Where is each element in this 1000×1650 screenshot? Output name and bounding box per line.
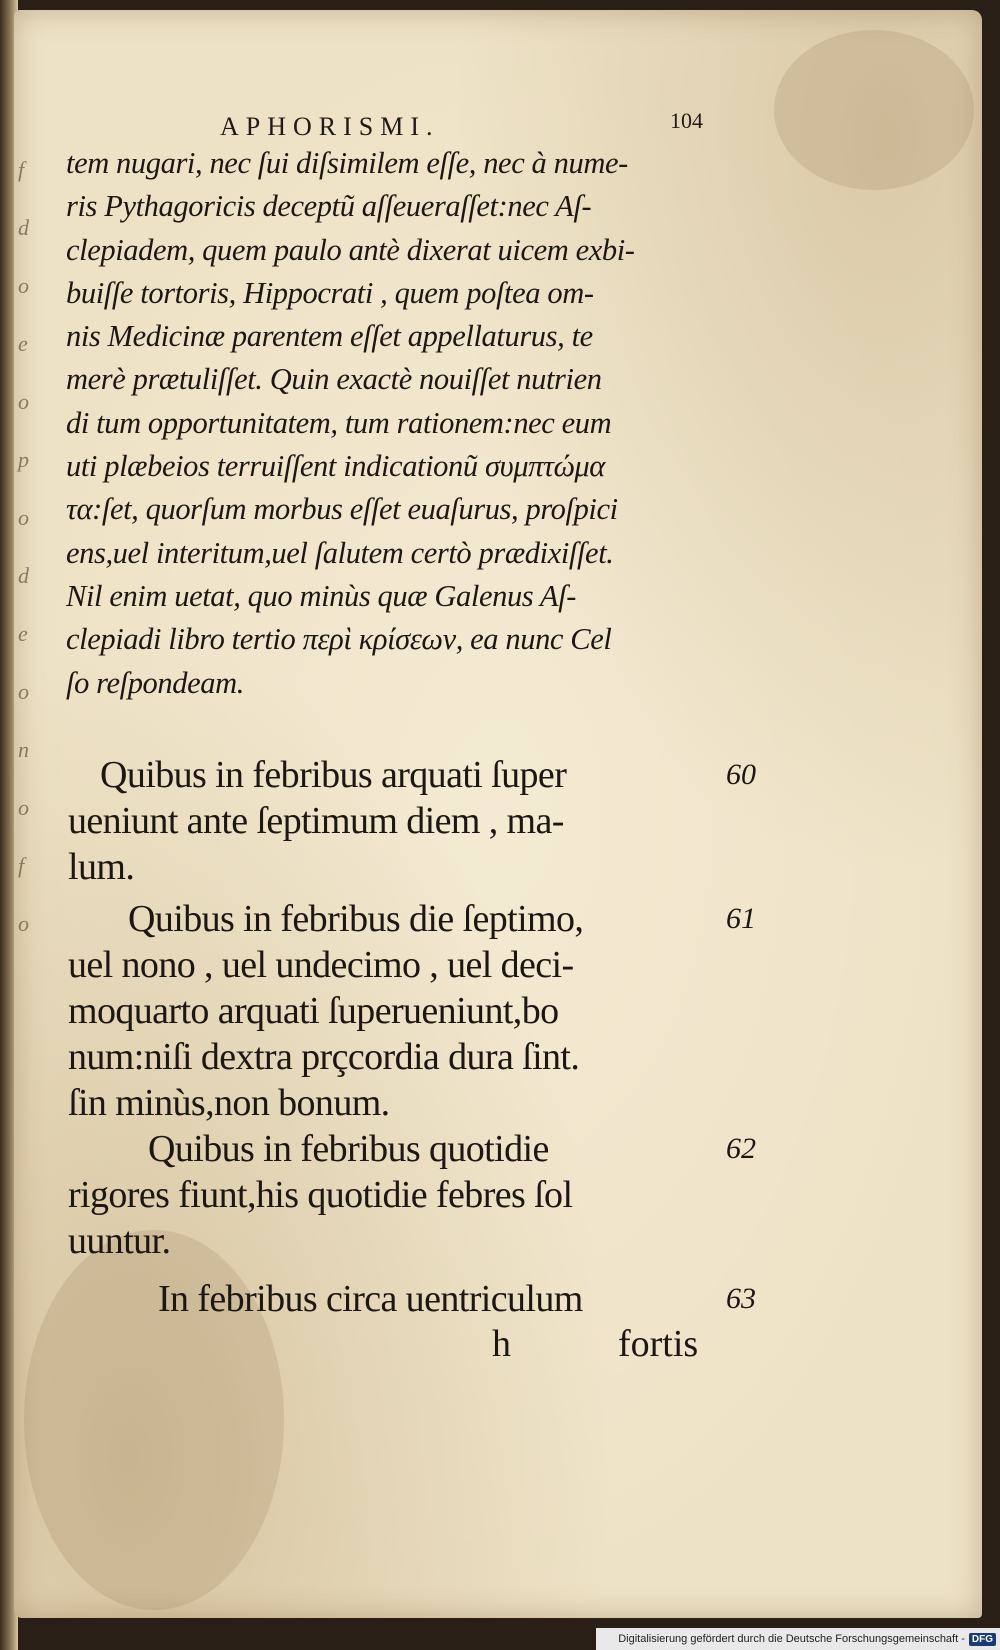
aphorism-number: 63 <box>726 1282 756 1315</box>
commentary-line: clepiadem, quem paulo antè dixerat uicem exbi- <box>66 232 635 267</box>
footer-text: Digitalisierung gefördert durch die Deutsche Forschungsgemeinschaft - <box>618 1633 965 1645</box>
bleed-letter: p <box>18 447 29 472</box>
aphorism-line: moquarto arquati ſuperueniunt,bo <box>68 990 559 1032</box>
bleed-letter: n <box>18 737 29 762</box>
aphorism-62 <box>68 1126 728 1264</box>
aphorism-line: uel nono , uel undecimo , uel deci- <box>68 944 574 986</box>
bleed-letter: f <box>18 157 25 182</box>
bleed-letter: o <box>18 911 29 936</box>
aphorism-line: num:niſi dextra prçcordia dura ſint. <box>68 1036 580 1078</box>
aphorism-number: 60 <box>726 758 756 791</box>
dfg-logo: DFG <box>969 1633 996 1646</box>
commentary-line: ens,uel interitum,uel ſalutem certò prædixiſſet. <box>66 535 614 570</box>
bleed-letter: o <box>18 505 29 530</box>
commentary-line: nis Medicinæ parentem eſſet appellaturus, te <box>66 319 593 354</box>
signature-mark: h <box>492 1323 511 1365</box>
aphorism-63 <box>68 1276 728 1322</box>
aphorism-line: ueniunt ante ſeptimum diem , ma- <box>68 800 564 842</box>
commentary-block <box>66 142 726 705</box>
bleed-letter: e <box>18 621 28 646</box>
bleed-letter: o <box>18 389 29 414</box>
aphorism-61 <box>68 896 728 1126</box>
aphorism-60 <box>68 752 728 890</box>
bleed-letter: o <box>18 679 29 704</box>
commentary-line: buiſſe tortoris, Hippocrati , quem poſtea om- <box>66 275 594 310</box>
folio-number: 104 <box>670 108 703 133</box>
aphorism-line: Quibus in febribus quotidie <box>148 1128 549 1170</box>
digitization-footer <box>596 1628 1000 1650</box>
aphorism-line: Quibus in febribus arquati ſuper <box>100 754 567 796</box>
bleed-letter: o <box>18 795 29 820</box>
commentary-line: uti plæbeios terruiſſent indicationũ συμπτώμα <box>66 449 605 484</box>
bleed-through-margin <box>18 150 38 970</box>
bleed-letter: o <box>18 273 29 298</box>
aphorism-line: Quibus in febribus die ſeptimo, <box>128 898 584 940</box>
aphorism-number: 61 <box>726 902 756 935</box>
bleed-letter: d <box>18 215 29 240</box>
aphorism-line: In febribus circa uentriculum <box>158 1278 583 1320</box>
commentary-line: tem nugari, nec ſui diſsimilem eſſe, nec à nume- <box>66 146 628 180</box>
aphorism-line: rigores fiunt,his quotidie febres ſol <box>68 1174 573 1216</box>
bleed-letter: d <box>18 563 29 588</box>
aphorism-line: uuntur. <box>68 1220 171 1262</box>
commentary-line: ris Pythagoricis deceptũ aſſeueraſſet:nec Aſ- <box>66 189 592 224</box>
commentary-line: di tum opportunitatem, tum rationem:nec eum <box>66 405 612 440</box>
paper-stain <box>774 30 974 190</box>
commentary-line: merè prætuliſſet. Quin exactè nouiſſet nutrien <box>66 362 602 397</box>
commentary-line: τα:ſet, quorſum morbus eſſet euaſurus, proſpici <box>66 492 618 527</box>
aphorism-line: ſin minùs,non bonum. <box>68 1082 390 1124</box>
aphorism-number: 62 <box>726 1132 756 1165</box>
commentary-line: clepiadi libro tertio περὶ κρίσεων, ea nunc Cel <box>66 622 612 657</box>
aphorism-line: lum. <box>68 846 135 888</box>
commentary-line: ſo reſpondeam. <box>66 665 244 700</box>
commentary-line: Nil enim uetat, quo minùs quæ Galenus Aſ- <box>66 578 576 613</box>
catchword: fortis <box>618 1323 699 1365</box>
bleed-letter: e <box>18 331 28 356</box>
running-title: APHORISMI. <box>220 112 440 141</box>
bleed-letter: f <box>18 853 25 878</box>
